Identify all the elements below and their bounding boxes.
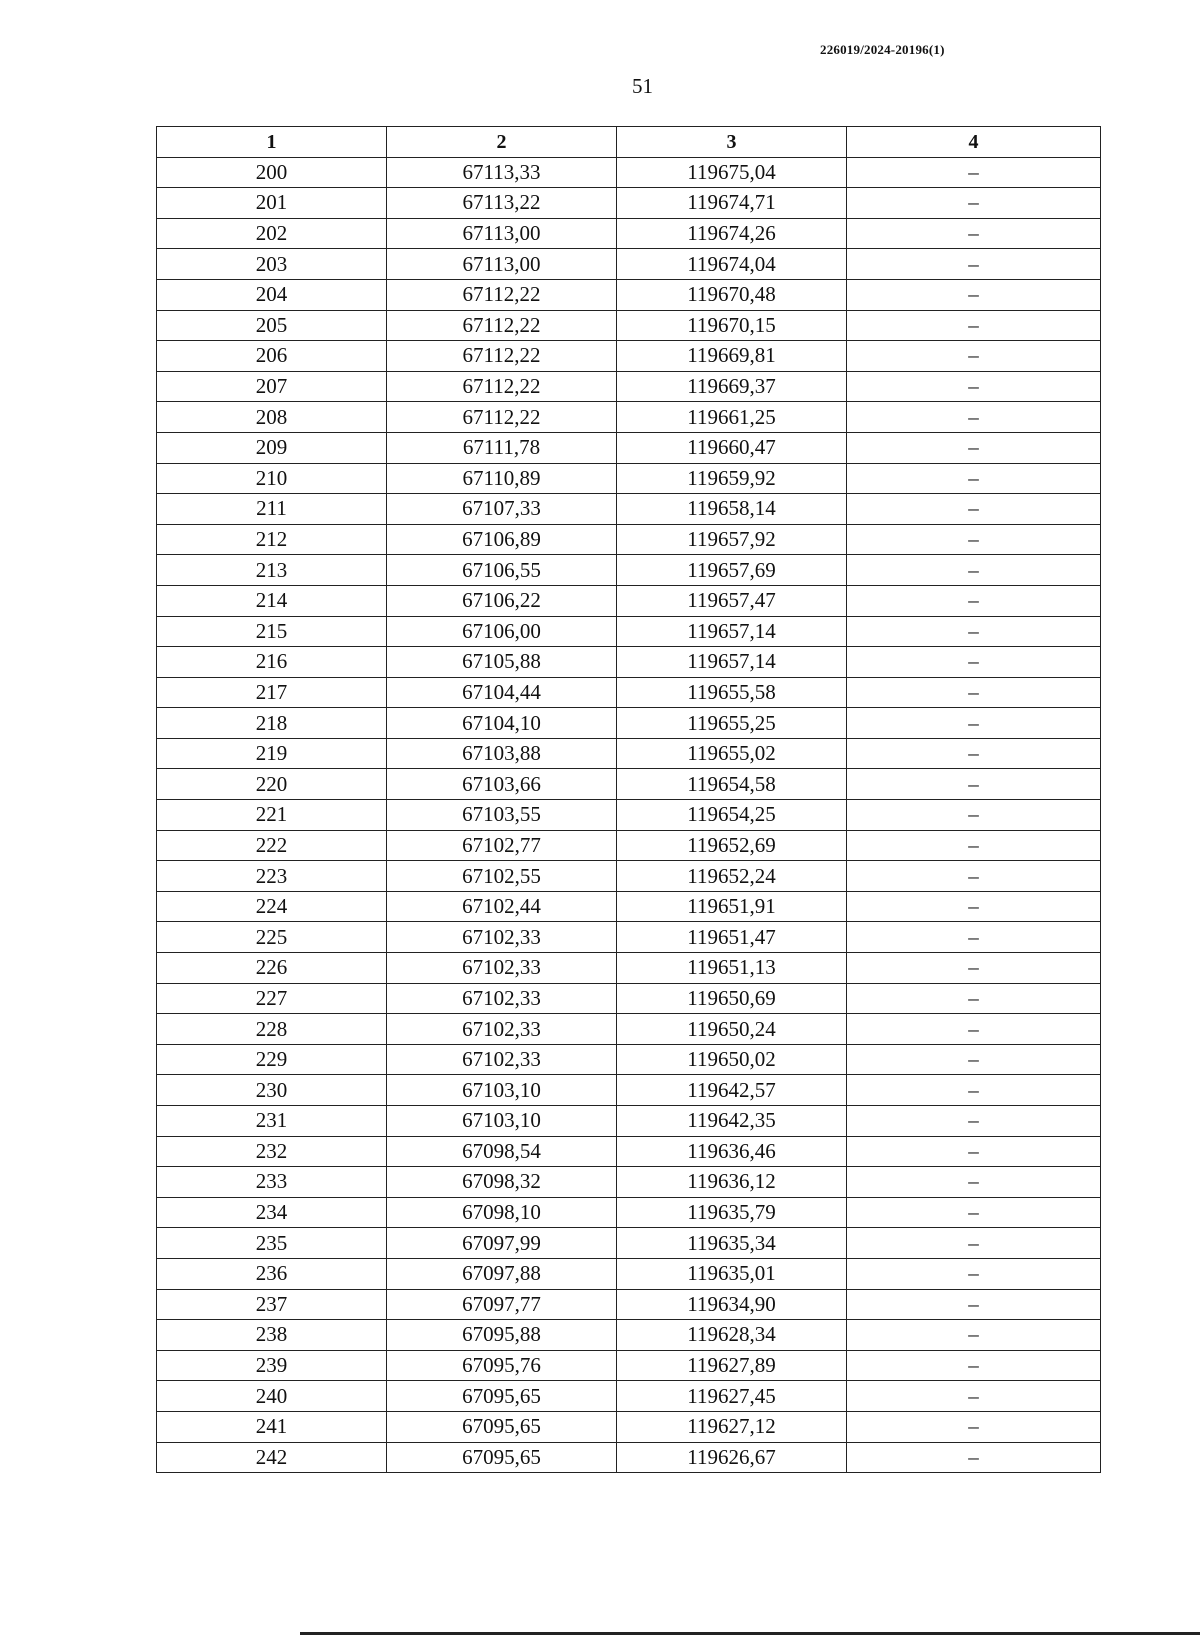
table-cell: 208 bbox=[157, 402, 387, 433]
table-cell: 67110,89 bbox=[387, 463, 617, 494]
table-cell: 228 bbox=[157, 1014, 387, 1045]
table-row bbox=[157, 555, 1101, 586]
table-cell: – bbox=[847, 188, 1101, 219]
table-cell: 206 bbox=[157, 341, 387, 372]
table-cell: 119636,12 bbox=[617, 1167, 847, 1198]
table-cell: 67102,44 bbox=[387, 891, 617, 922]
table-cell: – bbox=[847, 1167, 1101, 1198]
table-cell: 119670,48 bbox=[617, 279, 847, 310]
table-cell: – bbox=[847, 922, 1101, 953]
table-cell: 67111,78 bbox=[387, 432, 617, 463]
table-cell: 119661,25 bbox=[617, 402, 847, 433]
table-cell: – bbox=[847, 769, 1101, 800]
table-cell: – bbox=[847, 1381, 1101, 1412]
table-body bbox=[157, 157, 1101, 1473]
table-cell: 67097,99 bbox=[387, 1228, 617, 1259]
table-cell: – bbox=[847, 830, 1101, 861]
table-row bbox=[157, 402, 1101, 433]
table-cell: 119659,92 bbox=[617, 463, 847, 494]
table-row bbox=[157, 463, 1101, 494]
table-row bbox=[157, 738, 1101, 769]
table-cell: 202 bbox=[157, 218, 387, 249]
table-cell: – bbox=[847, 218, 1101, 249]
table-cell: 119654,58 bbox=[617, 769, 847, 800]
table-cell: 67113,00 bbox=[387, 218, 617, 249]
table-cell: 119651,91 bbox=[617, 891, 847, 922]
table-cell: 213 bbox=[157, 555, 387, 586]
table-cell: – bbox=[847, 249, 1101, 280]
table-cell: 214 bbox=[157, 585, 387, 616]
table-row bbox=[157, 1106, 1101, 1137]
table-row bbox=[157, 249, 1101, 280]
table-cell: – bbox=[847, 1289, 1101, 1320]
table-cell: 220 bbox=[157, 769, 387, 800]
table-cell: – bbox=[847, 1014, 1101, 1045]
table-cell: 67102,33 bbox=[387, 1014, 617, 1045]
table-row bbox=[157, 861, 1101, 892]
table-cell: 119635,34 bbox=[617, 1228, 847, 1259]
table-cell: – bbox=[847, 1136, 1101, 1167]
table-row bbox=[157, 157, 1101, 188]
table-cell: 222 bbox=[157, 830, 387, 861]
table-cell: 67097,88 bbox=[387, 1258, 617, 1289]
table-cell: – bbox=[847, 953, 1101, 984]
table-cell: 216 bbox=[157, 647, 387, 678]
table-cell: 226 bbox=[157, 953, 387, 984]
table-cell: 207 bbox=[157, 371, 387, 402]
table-row bbox=[157, 1197, 1101, 1228]
table-cell: 67103,10 bbox=[387, 1106, 617, 1137]
table-cell: – bbox=[847, 647, 1101, 678]
table-cell: 237 bbox=[157, 1289, 387, 1320]
table-cell: – bbox=[847, 861, 1101, 892]
table-cell: 119627,89 bbox=[617, 1350, 847, 1381]
column-header-2: 2 bbox=[387, 127, 617, 158]
table-cell: 67102,55 bbox=[387, 861, 617, 892]
table-cell: – bbox=[847, 157, 1101, 188]
table-cell: 119635,01 bbox=[617, 1258, 847, 1289]
table-cell: 67102,77 bbox=[387, 830, 617, 861]
table-cell: 233 bbox=[157, 1167, 387, 1198]
table-cell: 119652,69 bbox=[617, 830, 847, 861]
table-row bbox=[157, 830, 1101, 861]
table-cell: 201 bbox=[157, 188, 387, 219]
table-cell: 119651,47 bbox=[617, 922, 847, 953]
coordinates-table bbox=[156, 126, 1101, 1473]
table-row bbox=[157, 1442, 1101, 1473]
table-row bbox=[157, 1167, 1101, 1198]
table-cell: 234 bbox=[157, 1197, 387, 1228]
table-row bbox=[157, 1075, 1101, 1106]
table-cell: 119635,79 bbox=[617, 1197, 847, 1228]
table-cell: – bbox=[847, 463, 1101, 494]
table-cell: 67102,33 bbox=[387, 922, 617, 953]
table-cell: 119674,04 bbox=[617, 249, 847, 280]
table-cell: 240 bbox=[157, 1381, 387, 1412]
table-cell: 119657,69 bbox=[617, 555, 847, 586]
table-cell: 67103,55 bbox=[387, 800, 617, 831]
table-cell: 211 bbox=[157, 494, 387, 525]
table-cell: 67098,54 bbox=[387, 1136, 617, 1167]
table-cell: 67103,66 bbox=[387, 769, 617, 800]
table-row bbox=[157, 983, 1101, 1014]
table-cell: 119658,14 bbox=[617, 494, 847, 525]
table-cell: 67095,76 bbox=[387, 1350, 617, 1381]
table-row bbox=[157, 708, 1101, 739]
table-row bbox=[157, 1014, 1101, 1045]
table-cell: 232 bbox=[157, 1136, 387, 1167]
table-cell: 67113,22 bbox=[387, 188, 617, 219]
table-cell: 119655,25 bbox=[617, 708, 847, 739]
table-cell: – bbox=[847, 1197, 1101, 1228]
table-cell: – bbox=[847, 800, 1101, 831]
table-cell: 119634,90 bbox=[617, 1289, 847, 1320]
table-cell: 67104,10 bbox=[387, 708, 617, 739]
table-row bbox=[157, 1258, 1101, 1289]
page-number: 51 bbox=[632, 74, 653, 98]
table-cell: 204 bbox=[157, 279, 387, 310]
table-cell: 67097,77 bbox=[387, 1289, 617, 1320]
table-row bbox=[157, 1411, 1101, 1442]
table-cell: 242 bbox=[157, 1442, 387, 1473]
table-cell: 67103,10 bbox=[387, 1075, 617, 1106]
table-cell: 119657,47 bbox=[617, 585, 847, 616]
table-cell: 67113,00 bbox=[387, 249, 617, 280]
table-cell: 227 bbox=[157, 983, 387, 1014]
table-cell: 119636,46 bbox=[617, 1136, 847, 1167]
table-cell: 119642,57 bbox=[617, 1075, 847, 1106]
table-row bbox=[157, 494, 1101, 525]
table-row bbox=[157, 1228, 1101, 1259]
table-cell: 119674,71 bbox=[617, 188, 847, 219]
table-row bbox=[157, 1350, 1101, 1381]
table-cell: – bbox=[847, 585, 1101, 616]
table-cell: 119657,92 bbox=[617, 524, 847, 555]
table-cell: 224 bbox=[157, 891, 387, 922]
table-cell: 235 bbox=[157, 1228, 387, 1259]
table-cell: 67112,22 bbox=[387, 310, 617, 341]
table-cell: 67106,55 bbox=[387, 555, 617, 586]
table-cell: – bbox=[847, 983, 1101, 1014]
table-cell: 67112,22 bbox=[387, 402, 617, 433]
table-row bbox=[157, 585, 1101, 616]
table-cell: 67103,88 bbox=[387, 738, 617, 769]
table-row bbox=[157, 647, 1101, 678]
table-row bbox=[157, 953, 1101, 984]
table-cell: 119675,04 bbox=[617, 157, 847, 188]
table-row bbox=[157, 677, 1101, 708]
table-row bbox=[157, 891, 1101, 922]
table-cell: 67106,00 bbox=[387, 616, 617, 647]
table-row bbox=[157, 341, 1101, 372]
column-header-4: 4 bbox=[847, 127, 1101, 158]
table-cell: – bbox=[847, 1075, 1101, 1106]
table-cell: 67104,44 bbox=[387, 677, 617, 708]
table-cell: – bbox=[847, 1106, 1101, 1137]
table-cell: 67102,33 bbox=[387, 953, 617, 984]
table-cell: 119669,37 bbox=[617, 371, 847, 402]
table-cell: 230 bbox=[157, 1075, 387, 1106]
table-cell: – bbox=[847, 677, 1101, 708]
table-cell: – bbox=[847, 1044, 1101, 1075]
table-row bbox=[157, 922, 1101, 953]
table-cell: 236 bbox=[157, 1258, 387, 1289]
table-cell: 67095,65 bbox=[387, 1381, 617, 1412]
table-cell: 223 bbox=[157, 861, 387, 892]
table-cell: 67112,22 bbox=[387, 371, 617, 402]
table-row bbox=[157, 371, 1101, 402]
table-row bbox=[157, 279, 1101, 310]
table-row bbox=[157, 432, 1101, 463]
table-cell: – bbox=[847, 555, 1101, 586]
table-cell: 241 bbox=[157, 1411, 387, 1442]
table-cell: 119650,69 bbox=[617, 983, 847, 1014]
table-cell: 238 bbox=[157, 1320, 387, 1351]
table-row bbox=[157, 1289, 1101, 1320]
table-header-row bbox=[157, 127, 1101, 158]
table-cell: 119650,02 bbox=[617, 1044, 847, 1075]
table-row bbox=[157, 1136, 1101, 1167]
table-cell: 67098,10 bbox=[387, 1197, 617, 1228]
table-cell: 119627,12 bbox=[617, 1411, 847, 1442]
table-cell: 67095,88 bbox=[387, 1320, 617, 1351]
table-row bbox=[157, 218, 1101, 249]
table-cell: – bbox=[847, 279, 1101, 310]
table-cell: 119652,24 bbox=[617, 861, 847, 892]
table-row bbox=[157, 769, 1101, 800]
table-cell: 119657,14 bbox=[617, 647, 847, 678]
table-row bbox=[157, 1320, 1101, 1351]
table-cell: – bbox=[847, 432, 1101, 463]
table-cell: 119670,15 bbox=[617, 310, 847, 341]
table-cell: 67102,33 bbox=[387, 983, 617, 1014]
table-cell: 119655,02 bbox=[617, 738, 847, 769]
table-cell: 229 bbox=[157, 1044, 387, 1075]
table-cell: 119657,14 bbox=[617, 616, 847, 647]
table-cell: – bbox=[847, 1258, 1101, 1289]
table-cell: – bbox=[847, 524, 1101, 555]
table-cell: 119674,26 bbox=[617, 218, 847, 249]
table-cell: 67095,65 bbox=[387, 1411, 617, 1442]
column-header-3: 3 bbox=[617, 127, 847, 158]
table-cell: – bbox=[847, 310, 1101, 341]
table-cell: 119669,81 bbox=[617, 341, 847, 372]
table-cell: 119660,47 bbox=[617, 432, 847, 463]
table-cell: 67112,22 bbox=[387, 279, 617, 310]
table-cell: 119650,24 bbox=[617, 1014, 847, 1045]
table-cell: 67098,32 bbox=[387, 1167, 617, 1198]
table-cell: 239 bbox=[157, 1350, 387, 1381]
table-cell: 119627,45 bbox=[617, 1381, 847, 1412]
table-cell: – bbox=[847, 1411, 1101, 1442]
table-cell: 225 bbox=[157, 922, 387, 953]
table-cell: – bbox=[847, 738, 1101, 769]
column-header-1: 1 bbox=[157, 127, 387, 158]
table-cell: 231 bbox=[157, 1106, 387, 1137]
table-cell: 200 bbox=[157, 157, 387, 188]
table-cell: 67107,33 bbox=[387, 494, 617, 525]
table-cell: – bbox=[847, 402, 1101, 433]
table-cell: 67105,88 bbox=[387, 647, 617, 678]
table-cell: – bbox=[847, 1442, 1101, 1473]
table-cell: – bbox=[847, 616, 1101, 647]
table-row bbox=[157, 616, 1101, 647]
coordinates-table-container bbox=[156, 126, 1100, 1473]
table-cell: 221 bbox=[157, 800, 387, 831]
table-row bbox=[157, 1381, 1101, 1412]
table-row bbox=[157, 524, 1101, 555]
table-cell: 203 bbox=[157, 249, 387, 280]
table-cell: 218 bbox=[157, 708, 387, 739]
table-cell: 119626,67 bbox=[617, 1442, 847, 1473]
table-cell: 119642,35 bbox=[617, 1106, 847, 1137]
table-cell: – bbox=[847, 708, 1101, 739]
table-cell: – bbox=[847, 891, 1101, 922]
table-cell: 67102,33 bbox=[387, 1044, 617, 1075]
table-cell: 67106,22 bbox=[387, 585, 617, 616]
table-row bbox=[157, 310, 1101, 341]
table-cell: 219 bbox=[157, 738, 387, 769]
table-row bbox=[157, 188, 1101, 219]
table-cell: – bbox=[847, 1320, 1101, 1351]
table-cell: – bbox=[847, 494, 1101, 525]
table-cell: 119628,34 bbox=[617, 1320, 847, 1351]
table-cell: 217 bbox=[157, 677, 387, 708]
table-cell: 119651,13 bbox=[617, 953, 847, 984]
table-row bbox=[157, 1044, 1101, 1075]
table-cell: 67112,22 bbox=[387, 341, 617, 372]
table-cell: 67113,33 bbox=[387, 157, 617, 188]
table-cell: – bbox=[847, 1228, 1101, 1259]
table-cell: 210 bbox=[157, 463, 387, 494]
table-cell: – bbox=[847, 1350, 1101, 1381]
table-row bbox=[157, 800, 1101, 831]
table-cell: 212 bbox=[157, 524, 387, 555]
table-cell: – bbox=[847, 341, 1101, 372]
table-cell: 209 bbox=[157, 432, 387, 463]
document-id: 226019/2024-20196(1) bbox=[820, 42, 945, 57]
table-cell: 119655,58 bbox=[617, 677, 847, 708]
table-cell: – bbox=[847, 371, 1101, 402]
table-cell: 119654,25 bbox=[617, 800, 847, 831]
table-cell: 67095,65 bbox=[387, 1442, 617, 1473]
table-cell: 215 bbox=[157, 616, 387, 647]
table-cell: 205 bbox=[157, 310, 387, 341]
table-cell: 67106,89 bbox=[387, 524, 617, 555]
